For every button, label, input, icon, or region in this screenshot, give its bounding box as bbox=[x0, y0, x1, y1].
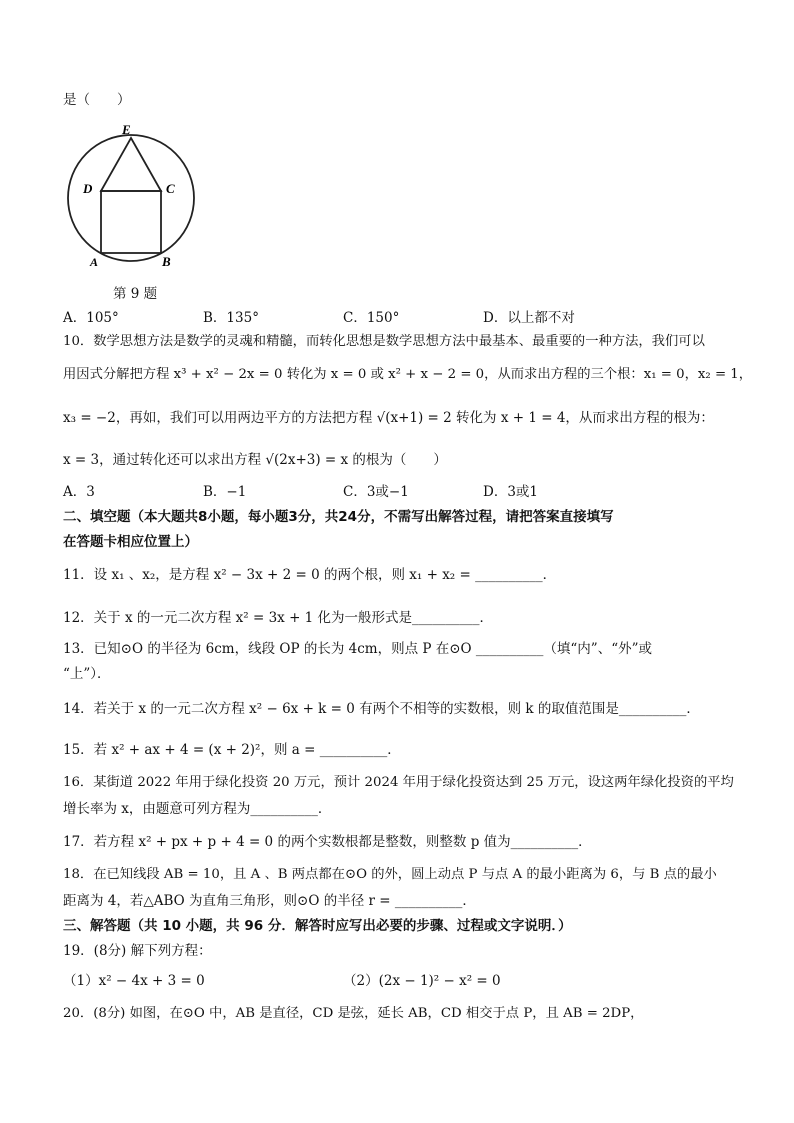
q10-line4: x = 3，通过转化还可以求出方程 √(2x+3) = x 的根为（ ） bbox=[63, 452, 447, 468]
q10-option-a: A．3 bbox=[63, 484, 95, 500]
q10-line3: x₃ = −2，再如，我们可以用两边平方的方法把方程 √(x+1) = 2 转化为 x + 1 = 4，从而求出方程的根为： bbox=[63, 410, 714, 426]
figure-caption: 第 9 题 bbox=[113, 286, 158, 302]
q10-option-d: D．3或1 bbox=[483, 484, 539, 500]
q9-option-d: D．以上都不对 bbox=[483, 310, 575, 326]
q20: 20．(8分) 如图，在⊙O 中，AB 是直径，CD 是弦，延长 AB，CD 相交于点 P，且 AB = 2DP， bbox=[63, 1006, 644, 1021]
section-2-heading-line2: 在答题卡相应位置上） bbox=[63, 534, 198, 550]
q10-option-b: B．−1 bbox=[203, 484, 247, 500]
q16-line2: 增长率为 x，由题意可列方程为__________． bbox=[63, 801, 332, 817]
section-2-heading-line1: 二、填空题（本大题共8小题，每小题3分，共24分，不需写出解答过程，请把答案直接填写 bbox=[63, 509, 614, 525]
q19-head: 19．(8分) 解下列方程： bbox=[63, 943, 212, 959]
label-D: D bbox=[83, 181, 93, 196]
q9-option-a: A．105° bbox=[63, 310, 119, 326]
q11: 11．设 x₁ 、x₂，是方程 x² − 3x + 2 = 0 的两个根，则 x₁ + x₂ = __________． bbox=[63, 567, 557, 583]
q10-line2: 用因式分解把方程 x³ + x² − 2x = 0 转化为 x = 0 或 x² + x − 2 = 0，从而求出方程的三个根：x₁ = 0，x₂ = 1， bbox=[63, 367, 753, 382]
label-B: B bbox=[162, 254, 171, 268]
q19-part1: （1）x² − 4x + 3 = 0 bbox=[63, 973, 205, 989]
q13-line2: “上”）． bbox=[63, 666, 111, 682]
figure-square bbox=[101, 191, 161, 253]
label-A: A bbox=[90, 255, 99, 268]
question-9-figure bbox=[63, 118, 203, 268]
q17: 17．若方程 x² + px + p + 4 = 0 的两个实数根都是整数，则整数 p 值为__________． bbox=[63, 834, 592, 850]
q10-line1: 10．数学思想方法是数学的灵魂和精髓，而转化思想是数学思想方法中最基本、最重要的一种方法，我们可以 bbox=[63, 334, 705, 349]
q19-part2: （2）(2x − 1)² − x² = 0 bbox=[343, 973, 501, 989]
q9-option-c: C．150° bbox=[343, 310, 400, 326]
q16-line1: 16．某街道 2022 年用于绿化投资 20 万元，预计 2024 年用于绿化投资达到 25 万元，设这两年绿化投资的平均 bbox=[63, 775, 734, 790]
section-3-heading: 三、解答题（共 10 小题，共 96 分．解答时应写出必要的步骤、过程或文字说明．） bbox=[63, 918, 572, 934]
q15: 15．若 x² + ax + 4 = (x + 2)²，则 a = __________． bbox=[63, 742, 401, 758]
q10-option-c: C．3或−1 bbox=[343, 484, 409, 500]
q13-line1: 13．已知⊙O 的半径为 6cm，线段 OP 的长为 4cm，则点 P 在⊙O __________（填“内”、“外”或 bbox=[63, 641, 653, 657]
figure-circle bbox=[68, 135, 194, 261]
q9-tail: 是（ ） bbox=[63, 92, 131, 108]
figure-triangle bbox=[101, 138, 161, 191]
q9-option-b: B．135° bbox=[203, 310, 259, 326]
q18-line1: 18．在已知线段 AB = 10，且 A 、B 两点都在⊙O 的外，圆上动点 P 与点 A 的最小距离为 6，与 B 点的最小 bbox=[63, 867, 717, 882]
q18-line2: 距离为 4，若△ABO 为直角三角形，则⊙O 的半径 r = __________． bbox=[63, 893, 476, 909]
label-C: C bbox=[166, 181, 175, 196]
label-E: E bbox=[122, 122, 131, 137]
q12: 12．关于 x 的一元二次方程 x² = 3x + 1 化为一般形式是__________． bbox=[63, 610, 494, 626]
q14: 14．若关于 x 的一元二次方程 x² − 6x + k = 0 有两个不相等的实数根，则 k 的取值范围是__________． bbox=[63, 701, 700, 717]
